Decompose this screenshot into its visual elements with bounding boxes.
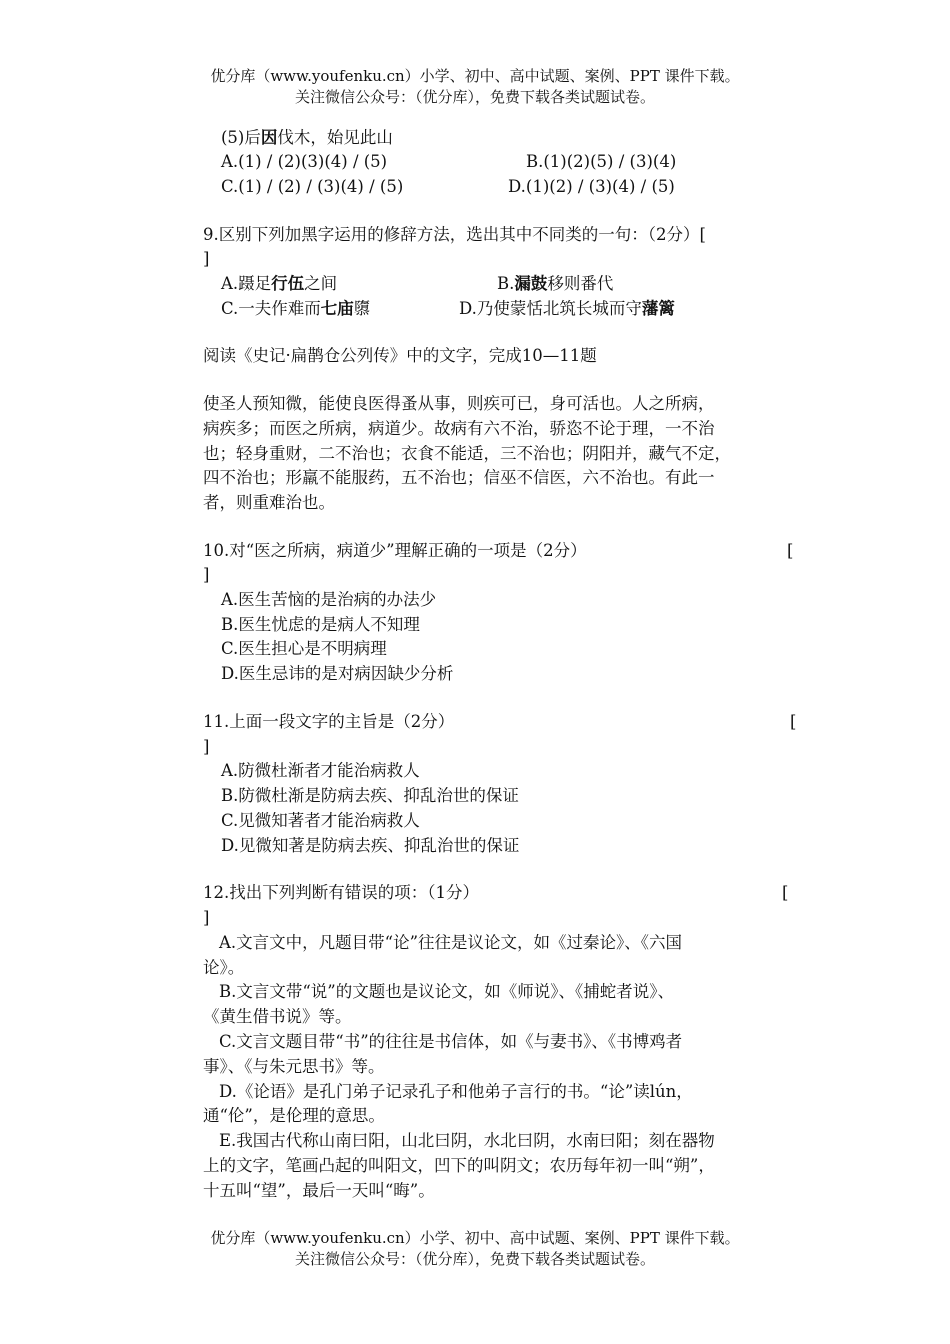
q11-option-a: A.防微杜渐者才能治病救人 <box>221 761 420 780</box>
q8-option-a: A.(1) / (2)(3)(4) / (5) <box>221 152 388 171</box>
q9-option-d <box>459 298 675 320</box>
q10-option-a: A.医生苦恼的是治病的办法少 <box>221 590 437 609</box>
q9-option-c <box>221 298 370 320</box>
q8-item5-suffix: 伐木，始见此山 <box>277 128 393 147</box>
q12-option-b-line-1: B.文言文带“说”的文题也是议论文，如《师说》、《捕蛇者说》、 <box>219 982 674 1001</box>
q12-option-e-line-3: 十五叫“望”，最后一天叫“晦”。 <box>203 1181 435 1200</box>
passage-line-3: 也；轻身重财，二不治也；衣食不能适，三不治也；阴阳并，藏气不定， <box>203 444 731 463</box>
q8-option-c: C.(1) / (2) / (3)(4) / (5) <box>221 177 404 196</box>
q12-option-d-line-2: 通“伦”，是伦理的意思。 <box>203 1106 385 1125</box>
q8-option-b: B.(1)(2)(5) / (3)(4) <box>526 152 677 171</box>
q9-b-suffix: 移则番代 <box>547 274 614 293</box>
q12-bracket-close: ] <box>203 908 210 927</box>
q11-bracket-close: ] <box>203 737 210 756</box>
q9-d-bold: 藩篱 <box>641 299 675 318</box>
q9-b-bold: 漏鼓 <box>514 274 548 293</box>
q10-bracket-close: ] <box>203 565 210 584</box>
q8-item-5 <box>221 127 393 149</box>
q9-b-prefix: B. <box>497 274 515 293</box>
q9-c-bold: 七庙 <box>320 299 354 318</box>
q10-option-c: C.医生担心是不明病理 <box>221 639 387 658</box>
page-footer-line-1: 优分库（www.youfenku.cn）小学、初中、高中试题、案例、PPT 课件下载。 <box>210 1229 740 1247</box>
q9-option-a <box>221 273 337 295</box>
q12-option-c-line-1: C.文言文题目带“书”的往往是书信体，如《与妻书》、《书博鸡者 <box>219 1032 683 1051</box>
q11-option-c: C.见微知著者才能治病救人 <box>221 811 420 830</box>
page-footer-line-2: 关注微信公众号：（优分库），免费下载各类试题试卷。 <box>294 1250 655 1268</box>
q10-option-b: B.医生忧虑的是病人不知理 <box>221 615 420 634</box>
q8-item5-bold: 因 <box>260 128 278 147</box>
q10-option-d: D.医生忌讳的是对病因缺少分析 <box>221 664 454 683</box>
q10-stem: 10.对“医之所病，病道少”理解正确的一项是（2分） <box>203 541 587 560</box>
page-header-line-2: 关注微信公众号：（优分库），免费下载各类试题试卷。 <box>294 88 655 106</box>
passage-line-2: 病疾多；而医之所病，病道少。故病有六不治，骄恣不论于理，一不治 <box>203 419 715 438</box>
q9-c-suffix: 隳 <box>353 299 371 318</box>
q9-a-prefix: A.蹑足 <box>221 274 272 293</box>
page-header-line-1: 优分库（www.youfenku.cn）小学、初中、高中试题、案例、PPT 课件下载。 <box>210 67 740 85</box>
q11-option-d: D.见微知著是防病去疾、抑乱治世的保证 <box>221 836 520 855</box>
q11-bracket-open: [ <box>790 712 797 731</box>
q9-a-bold: 行伍 <box>271 274 305 293</box>
passage-line-1: 使圣人预知微，能使良医得蚤从事，则疾可已，身可活也。人之所病， <box>203 394 715 413</box>
passage-line-4: 四不治也；形羸不能服药，五不治也；信巫不信医，六不治也。有此一 <box>203 468 715 487</box>
q8-option-d: D.(1)(2) / (3)(4) / (5) <box>508 177 675 196</box>
q12-option-d-line-1: D.《论语》是孔门弟子记录孔子和他弟子言行的书。“论”读lún， <box>219 1082 693 1101</box>
reading-intro: 阅读《史记·扁鹊仓公列传》中的文字，完成10—11题 <box>203 346 597 365</box>
q9-d-prefix: D.乃使蒙恬北筑长城而守 <box>459 299 642 318</box>
q12-option-a-line-2: 论》。 <box>203 958 245 977</box>
q9-option-b <box>497 273 613 295</box>
q9-stem: 9.区别下列加黑字运用的修辞方法，选出其中不同类的一句：（2分）[ <box>203 225 706 244</box>
q11-stem: 11.上面一段文字的主旨是（2分） <box>203 712 455 731</box>
passage-line-5: 者，则重难治也。 <box>203 493 335 512</box>
q12-bracket-open: [ <box>782 883 789 902</box>
q12-option-e-line-2: 上的文字，笔画凸起的叫阳文，凹下的叫阴文；农历每年初一叫“朔”， <box>203 1156 715 1175</box>
q9-a-suffix: 之间 <box>304 274 338 293</box>
q12-option-c-line-2: 事》、《与朱元思书》等。 <box>203 1057 385 1076</box>
q9-bracket-close: ] <box>203 249 210 268</box>
q12-option-b-line-2: 《黄生借书说》等。 <box>203 1007 352 1026</box>
q8-item5-prefix: (5)后 <box>221 128 261 147</box>
q12-option-e-line-1: E.我国古代称山南曰阳，山北曰阴，水北曰阴，水南曰阳；刻在器物 <box>219 1131 715 1150</box>
q12-stem: 12.找出下列判断有错误的项：（1分） <box>203 883 479 902</box>
q11-option-b: B.防微杜渐是防病去疾、抑乱治世的保证 <box>221 786 519 805</box>
q9-c-prefix: C.一夫作难而 <box>221 299 321 318</box>
q10-bracket-open: [ <box>787 541 794 560</box>
q12-option-a-line-1: A.文言文中，凡题目带“论”往往是议论文，如《过秦论》、《六国 <box>219 933 683 952</box>
